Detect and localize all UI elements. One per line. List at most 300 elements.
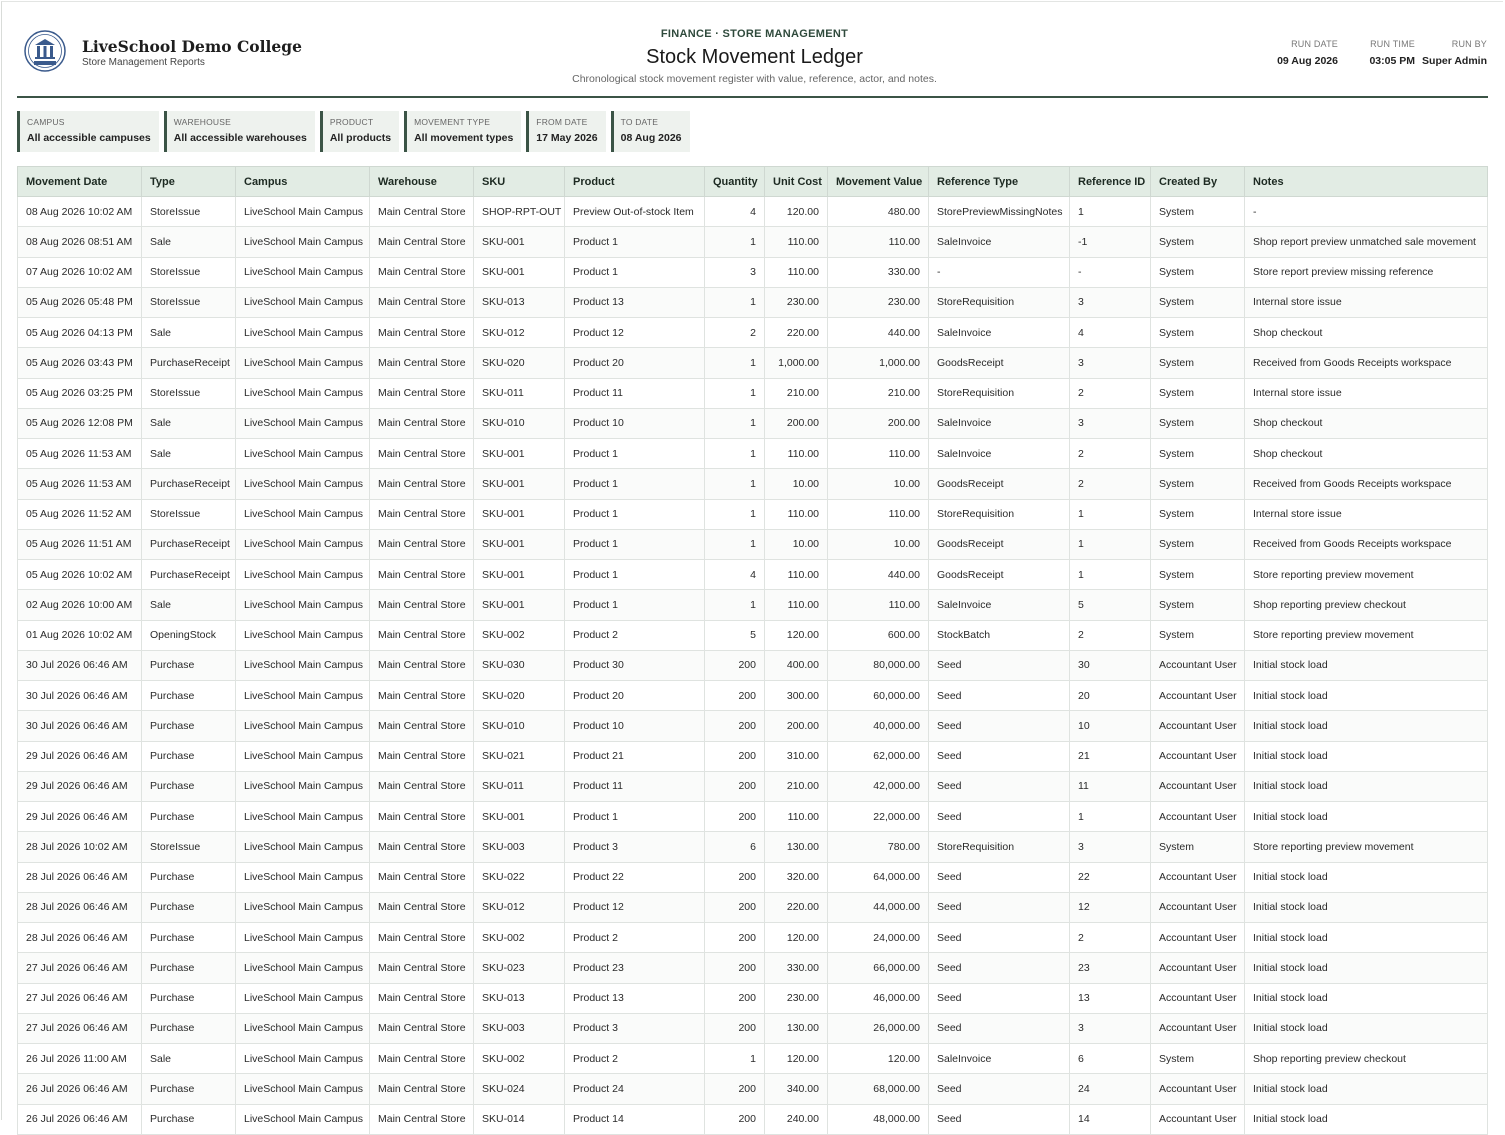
cell-type: PurchaseReceipt (142, 469, 236, 499)
filter-to-date (611, 111, 690, 152)
cell-campus: LiveSchool Main Campus (236, 560, 370, 590)
cell-type: Sale (142, 1044, 236, 1074)
cell-created-by: Accountant User (1151, 650, 1245, 680)
cell-warehouse: Main Central Store (370, 197, 474, 227)
cell-movement-value: 330.00 (828, 257, 929, 287)
cell-sku: SHOP-RPT-OUT (474, 197, 565, 227)
cell-sku: SKU-001 (474, 257, 565, 287)
cell-campus: LiveSchool Main Campus (236, 1044, 370, 1074)
cell-campus: LiveSchool Main Campus (236, 983, 370, 1013)
cell-type: Purchase (142, 741, 236, 771)
cell-product: Product 2 (565, 923, 705, 953)
cell-warehouse: Main Central Store (370, 257, 474, 287)
cell-notes: Shop report preview unmatched sale movement (1245, 227, 1488, 257)
cell-product: Product 22 (565, 862, 705, 892)
cell-campus: LiveSchool Main Campus (236, 378, 370, 408)
cell-movement-date: 05 Aug 2026 05:48 PM (18, 287, 142, 317)
cell-product: Product 1 (565, 802, 705, 832)
cell-sku: SKU-013 (474, 287, 565, 317)
cell-unit-cost: 230.00 (765, 983, 828, 1013)
cell-movement-date: 26 Jul 2026 06:46 AM (18, 1104, 142, 1134)
cell-campus: LiveSchool Main Campus (236, 741, 370, 771)
cell-warehouse: Main Central Store (370, 741, 474, 771)
cell-campus: LiveSchool Main Campus (236, 257, 370, 287)
cell-created-by: System (1151, 590, 1245, 620)
cell-sku: SKU-022 (474, 862, 565, 892)
cell-quantity: 200 (705, 862, 765, 892)
cell-quantity: 200 (705, 1074, 765, 1104)
cell-quantity: 1 (705, 287, 765, 317)
cell-warehouse: Main Central Store (370, 923, 474, 953)
cell-type: Purchase (142, 1074, 236, 1104)
cell-quantity: 200 (705, 771, 765, 801)
cell-unit-cost: 110.00 (765, 439, 828, 469)
cell-quantity: 1 (705, 439, 765, 469)
cell-campus: LiveSchool Main Campus (236, 1104, 370, 1134)
cell-reference-id: - (1070, 257, 1151, 287)
cell-created-by: Accountant User (1151, 892, 1245, 922)
cell-campus: LiveSchool Main Campus (236, 771, 370, 801)
cell-reference-id: 13 (1070, 983, 1151, 1013)
cell-created-by: Accountant User (1151, 1104, 1245, 1134)
cell-movement-date: 29 Jul 2026 06:46 AM (18, 741, 142, 771)
cell-type: StoreIssue (142, 832, 236, 862)
cell-reference-id: 21 (1070, 741, 1151, 771)
cell-reference-id: 1 (1070, 802, 1151, 832)
cell-sku: SKU-001 (474, 469, 565, 499)
cell-reference-id: 2 (1070, 923, 1151, 953)
cell-warehouse: Main Central Store (370, 590, 474, 620)
cell-product: Product 2 (565, 1044, 705, 1074)
cell-unit-cost: 320.00 (765, 862, 828, 892)
cell-warehouse: Main Central Store (370, 681, 474, 711)
cell-reference-id: 3 (1070, 348, 1151, 378)
cell-movement-value: 40,000.00 (828, 711, 929, 741)
filter-value: All products (329, 132, 392, 144)
cell-product: Product 13 (565, 983, 705, 1013)
cell-campus: LiveSchool Main Campus (236, 711, 370, 741)
table-row (18, 257, 1488, 287)
cell-unit-cost: 10.00 (765, 469, 828, 499)
cell-notes: - (1245, 197, 1488, 227)
cell-reference-id: 20 (1070, 681, 1151, 711)
cell-reference-type: Seed (929, 1074, 1070, 1104)
college-name: LiveSchool Demo College (82, 37, 302, 56)
cell-type: Sale (142, 227, 236, 257)
cell-created-by: Accountant User (1151, 862, 1245, 892)
cell-quantity: 200 (705, 802, 765, 832)
cell-movement-value: 480.00 (828, 197, 929, 227)
cell-type: Purchase (142, 892, 236, 922)
cell-created-by: System (1151, 620, 1245, 650)
filter-value: 08 Aug 2026 (620, 132, 682, 144)
cell-movement-date: 05 Aug 2026 11:53 AM (18, 469, 142, 499)
table-row (18, 499, 1488, 529)
cell-reference-type: GoodsReceipt (929, 469, 1070, 499)
cell-reference-type: SaleInvoice (929, 439, 1070, 469)
cell-sku: SKU-030 (474, 650, 565, 680)
cell-movement-date: 05 Aug 2026 10:02 AM (18, 560, 142, 590)
cell-product: Product 14 (565, 1104, 705, 1134)
table-row (18, 620, 1488, 650)
cell-notes: Initial stock load (1245, 1104, 1488, 1134)
run-time-value: 03:05 PM (1369, 55, 1415, 67)
filter-label: FROM DATE (536, 117, 588, 127)
cell-quantity: 200 (705, 1013, 765, 1043)
cell-type: Sale (142, 439, 236, 469)
cell-unit-cost: 210.00 (765, 378, 828, 408)
cell-campus: LiveSchool Main Campus (236, 529, 370, 559)
filter-warehouse (164, 111, 315, 152)
cell-unit-cost: 240.00 (765, 1104, 828, 1134)
cell-sku: SKU-001 (474, 590, 565, 620)
cell-reference-type: StoreRequisition (929, 832, 1070, 862)
cell-sku: SKU-023 (474, 953, 565, 983)
cell-type: StoreIssue (142, 197, 236, 227)
cell-reference-id: 1 (1070, 197, 1151, 227)
cell-quantity: 200 (705, 953, 765, 983)
cell-notes: Initial stock load (1245, 892, 1488, 922)
run-time-label: RUN TIME (1370, 39, 1415, 49)
column-header-product: Product (565, 167, 705, 197)
column-header-unit-cost: Unit Cost (765, 167, 828, 197)
column-header-reference-id: Reference ID (1070, 167, 1151, 197)
cell-campus: LiveSchool Main Campus (236, 348, 370, 378)
cell-sku: SKU-003 (474, 1013, 565, 1043)
cell-campus: LiveSchool Main Campus (236, 227, 370, 257)
cell-created-by: Accountant User (1151, 741, 1245, 771)
page-title: Stock Movement Ledger (646, 46, 863, 68)
cell-quantity: 1 (705, 499, 765, 529)
cell-warehouse: Main Central Store (370, 408, 474, 438)
cell-product: Product 1 (565, 560, 705, 590)
cell-reference-type: Seed (929, 1104, 1070, 1134)
cell-quantity: 4 (705, 560, 765, 590)
run-date-value: 09 Aug 2026 (1277, 55, 1338, 67)
cell-reference-id: 2 (1070, 620, 1151, 650)
cell-movement-value: 66,000.00 (828, 953, 929, 983)
cell-warehouse: Main Central Store (370, 348, 474, 378)
cell-created-by: System (1151, 560, 1245, 590)
cell-created-by: System (1151, 318, 1245, 348)
cell-reference-id: 6 (1070, 1044, 1151, 1074)
cell-movement-value: 60,000.00 (828, 681, 929, 711)
cell-campus: LiveSchool Main Campus (236, 499, 370, 529)
cell-movement-value: 600.00 (828, 620, 929, 650)
page-subtitle: Chronological stock movement register with value, reference, actor, and notes. (572, 73, 937, 85)
cell-movement-value: 10.00 (828, 469, 929, 499)
cell-reference-id: 1 (1070, 560, 1151, 590)
cell-notes: Initial stock load (1245, 771, 1488, 801)
table-row (18, 802, 1488, 832)
cell-quantity: 2 (705, 318, 765, 348)
cell-sku: SKU-002 (474, 1044, 565, 1074)
cell-reference-id: 3 (1070, 832, 1151, 862)
cell-reference-id: 23 (1070, 953, 1151, 983)
cell-warehouse: Main Central Store (370, 1074, 474, 1104)
cell-notes: Initial stock load (1245, 953, 1488, 983)
header-divider (17, 96, 1488, 98)
cell-reference-id: 1 (1070, 499, 1151, 529)
cell-notes: Initial stock load (1245, 802, 1488, 832)
cell-reference-type: SaleInvoice (929, 590, 1070, 620)
cell-product: Product 10 (565, 408, 705, 438)
cell-reference-type: Seed (929, 923, 1070, 953)
cell-campus: LiveSchool Main Campus (236, 408, 370, 438)
cell-campus: LiveSchool Main Campus (236, 620, 370, 650)
cell-warehouse: Main Central Store (370, 832, 474, 862)
cell-created-by: System (1151, 439, 1245, 469)
cell-warehouse: Main Central Store (370, 499, 474, 529)
cell-reference-type: Seed (929, 862, 1070, 892)
cell-quantity: 4 (705, 197, 765, 227)
cell-notes: Initial stock load (1245, 1013, 1488, 1043)
cell-unit-cost: 200.00 (765, 408, 828, 438)
cell-type: Purchase (142, 711, 236, 741)
cell-reference-type: SaleInvoice (929, 408, 1070, 438)
cell-product: Product 3 (565, 1013, 705, 1043)
cell-sku: SKU-010 (474, 408, 565, 438)
cell-campus: LiveSchool Main Campus (236, 892, 370, 922)
table-row (18, 711, 1488, 741)
cell-movement-date: 28 Jul 2026 06:46 AM (18, 862, 142, 892)
cell-unit-cost: 130.00 (765, 832, 828, 862)
table-row (18, 892, 1488, 922)
cell-quantity: 200 (705, 923, 765, 953)
cell-reference-type: GoodsReceipt (929, 560, 1070, 590)
cell-quantity: 1 (705, 529, 765, 559)
cell-product: Preview Out-of-stock Item (565, 197, 705, 227)
run-by-label: RUN BY (1451, 39, 1487, 49)
cell-movement-date: 05 Aug 2026 12:08 PM (18, 408, 142, 438)
table-row (18, 771, 1488, 801)
cell-reference-id: 5 (1070, 590, 1151, 620)
table-row (18, 1013, 1488, 1043)
cell-sku: SKU-001 (474, 802, 565, 832)
cell-movement-date: 27 Jul 2026 06:46 AM (18, 983, 142, 1013)
table-row (18, 408, 1488, 438)
cell-movement-date: 29 Jul 2026 06:46 AM (18, 771, 142, 801)
cell-reference-type: SaleInvoice (929, 227, 1070, 257)
cell-created-by: System (1151, 408, 1245, 438)
cell-movement-value: 110.00 (828, 439, 929, 469)
cell-warehouse: Main Central Store (370, 620, 474, 650)
cell-notes: Store report preview missing reference (1245, 257, 1488, 287)
cell-movement-date: 26 Jul 2026 11:00 AM (18, 1044, 142, 1074)
cell-quantity: 1 (705, 590, 765, 620)
cell-unit-cost: 220.00 (765, 318, 828, 348)
filter-value: All accessible campuses (27, 132, 151, 144)
cell-unit-cost: 400.00 (765, 650, 828, 680)
cell-movement-date: 30 Jul 2026 06:46 AM (18, 681, 142, 711)
cell-quantity: 200 (705, 650, 765, 680)
cell-notes: Initial stock load (1245, 983, 1488, 1013)
cell-warehouse: Main Central Store (370, 1013, 474, 1043)
cell-type: OpeningStock (142, 620, 236, 650)
cell-movement-date: 27 Jul 2026 06:46 AM (18, 953, 142, 983)
cell-product: Product 1 (565, 439, 705, 469)
cell-product: Product 12 (565, 318, 705, 348)
cell-notes: Initial stock load (1245, 862, 1488, 892)
filter-from-date (526, 111, 605, 152)
filter-label: PRODUCT (329, 117, 374, 127)
cell-created-by: Accountant User (1151, 681, 1245, 711)
cell-warehouse: Main Central Store (370, 771, 474, 801)
cell-campus: LiveSchool Main Campus (236, 923, 370, 953)
cell-movement-value: 48,000.00 (828, 1104, 929, 1134)
cell-product: Product 2 (565, 620, 705, 650)
cell-reference-type: Seed (929, 1013, 1070, 1043)
cell-reference-type: - (929, 257, 1070, 287)
cell-reference-type: Seed (929, 983, 1070, 1013)
cell-movement-date: 02 Aug 2026 10:00 AM (18, 590, 142, 620)
cell-movement-date: 26 Jul 2026 06:46 AM (18, 1074, 142, 1104)
cell-created-by: Accountant User (1151, 711, 1245, 741)
cell-unit-cost: 120.00 (765, 197, 828, 227)
cell-type: Purchase (142, 983, 236, 1013)
cell-sku: SKU-001 (474, 560, 565, 590)
cell-reference-type: StoreRequisition (929, 287, 1070, 317)
cell-created-by: Accountant User (1151, 983, 1245, 1013)
cell-product: Product 1 (565, 469, 705, 499)
cell-sku: SKU-001 (474, 529, 565, 559)
cell-movement-date: 05 Aug 2026 11:51 AM (18, 529, 142, 559)
cell-reference-id: -1 (1070, 227, 1151, 257)
cell-movement-date: 30 Jul 2026 06:46 AM (18, 650, 142, 680)
cell-unit-cost: 110.00 (765, 257, 828, 287)
table-row (18, 741, 1488, 771)
cell-movement-date: 05 Aug 2026 11:53 AM (18, 439, 142, 469)
cell-notes: Initial stock load (1245, 923, 1488, 953)
cell-created-by: System (1151, 227, 1245, 257)
cell-campus: LiveSchool Main Campus (236, 469, 370, 499)
table-row (18, 650, 1488, 680)
cell-reference-id: 22 (1070, 862, 1151, 892)
cell-movement-value: 44,000.00 (828, 892, 929, 922)
cell-movement-value: 22,000.00 (828, 802, 929, 832)
cell-notes: Received from Goods Receipts workspace (1245, 529, 1488, 559)
cell-type: Purchase (142, 802, 236, 832)
cell-movement-date: 08 Aug 2026 10:02 AM (18, 197, 142, 227)
cell-sku: SKU-012 (474, 318, 565, 348)
cell-movement-date: 30 Jul 2026 06:46 AM (18, 711, 142, 741)
cell-notes: Internal store issue (1245, 378, 1488, 408)
cell-reference-id: 3 (1070, 1013, 1151, 1043)
cell-type: Purchase (142, 1104, 236, 1134)
cell-type: Purchase (142, 953, 236, 983)
table-row (18, 681, 1488, 711)
cell-warehouse: Main Central Store (370, 1104, 474, 1134)
run-date-label: RUN DATE (1291, 39, 1338, 49)
cell-created-by: System (1151, 348, 1245, 378)
cell-movement-value: 440.00 (828, 560, 929, 590)
cell-type: StoreIssue (142, 378, 236, 408)
filter-label: CAMPUS (27, 117, 65, 127)
cell-notes: Store reporting preview movement (1245, 832, 1488, 862)
cell-warehouse: Main Central Store (370, 1044, 474, 1074)
cell-movement-value: 110.00 (828, 227, 929, 257)
column-header-notes: Notes (1245, 167, 1488, 197)
cell-reference-type: SaleInvoice (929, 318, 1070, 348)
cell-movement-value: 62,000.00 (828, 741, 929, 771)
cell-sku: SKU-001 (474, 227, 565, 257)
cell-notes: Shop checkout (1245, 318, 1488, 348)
cell-movement-value: 68,000.00 (828, 1074, 929, 1104)
cell-movement-value: 440.00 (828, 318, 929, 348)
cell-unit-cost: 130.00 (765, 1013, 828, 1043)
cell-warehouse: Main Central Store (370, 227, 474, 257)
cell-created-by: Accountant User (1151, 953, 1245, 983)
cell-notes: Initial stock load (1245, 1074, 1488, 1104)
cell-movement-value: 110.00 (828, 590, 929, 620)
filter-summary (17, 111, 690, 152)
cell-quantity: 1 (705, 469, 765, 499)
cell-sku: SKU-001 (474, 499, 565, 529)
cell-product: Product 11 (565, 771, 705, 801)
cell-notes: Shop reporting preview checkout (1245, 590, 1488, 620)
table-body (18, 197, 1488, 1135)
cell-warehouse: Main Central Store (370, 469, 474, 499)
filter-label: MOVEMENT TYPE (414, 117, 491, 127)
cell-warehouse: Main Central Store (370, 892, 474, 922)
cell-campus: LiveSchool Main Campus (236, 197, 370, 227)
cell-reference-id: 11 (1070, 771, 1151, 801)
cell-unit-cost: 300.00 (765, 681, 828, 711)
filter-product (320, 111, 399, 152)
cell-quantity: 200 (705, 741, 765, 771)
table-row (18, 348, 1488, 378)
run-time-block (1369, 39, 1415, 67)
cell-product: Product 10 (565, 711, 705, 741)
cell-created-by: System (1151, 529, 1245, 559)
filter-value: All movement types (414, 132, 514, 144)
cell-unit-cost: 110.00 (765, 227, 828, 257)
cell-campus: LiveSchool Main Campus (236, 590, 370, 620)
column-header-campus: Campus (236, 167, 370, 197)
cell-reference-type: StoreRequisition (929, 499, 1070, 529)
table-row (18, 439, 1488, 469)
cell-campus: LiveSchool Main Campus (236, 439, 370, 469)
column-header-warehouse: Warehouse (370, 167, 474, 197)
filter-value: All accessible warehouses (173, 132, 307, 144)
cell-quantity: 1 (705, 1044, 765, 1074)
cell-type: PurchaseReceipt (142, 529, 236, 559)
table-header (18, 167, 1488, 197)
cell-movement-value: 26,000.00 (828, 1013, 929, 1043)
table-row (18, 953, 1488, 983)
cell-notes: Initial stock load (1245, 650, 1488, 680)
cell-reference-type: Seed (929, 711, 1070, 741)
cell-quantity: 200 (705, 711, 765, 741)
cell-campus: LiveSchool Main Campus (236, 832, 370, 862)
column-header-sku: SKU (474, 167, 565, 197)
stock-movement-table (17, 166, 1488, 1135)
report-category: FINANCE · STORE MANAGEMENT (660, 28, 849, 40)
cell-type: StoreIssue (142, 499, 236, 529)
table-row (18, 832, 1488, 862)
cell-product: Product 21 (565, 741, 705, 771)
cell-unit-cost: 340.00 (765, 1074, 828, 1104)
column-header-quantity: Quantity (705, 167, 765, 197)
cell-reference-id: 30 (1070, 650, 1151, 680)
cell-sku: SKU-011 (474, 378, 565, 408)
table-row (18, 529, 1488, 559)
cell-movement-value: 24,000.00 (828, 923, 929, 953)
cell-campus: LiveSchool Main Campus (236, 318, 370, 348)
cell-warehouse: Main Central Store (370, 862, 474, 892)
cell-unit-cost: 310.00 (765, 741, 828, 771)
cell-warehouse: Main Central Store (370, 802, 474, 832)
